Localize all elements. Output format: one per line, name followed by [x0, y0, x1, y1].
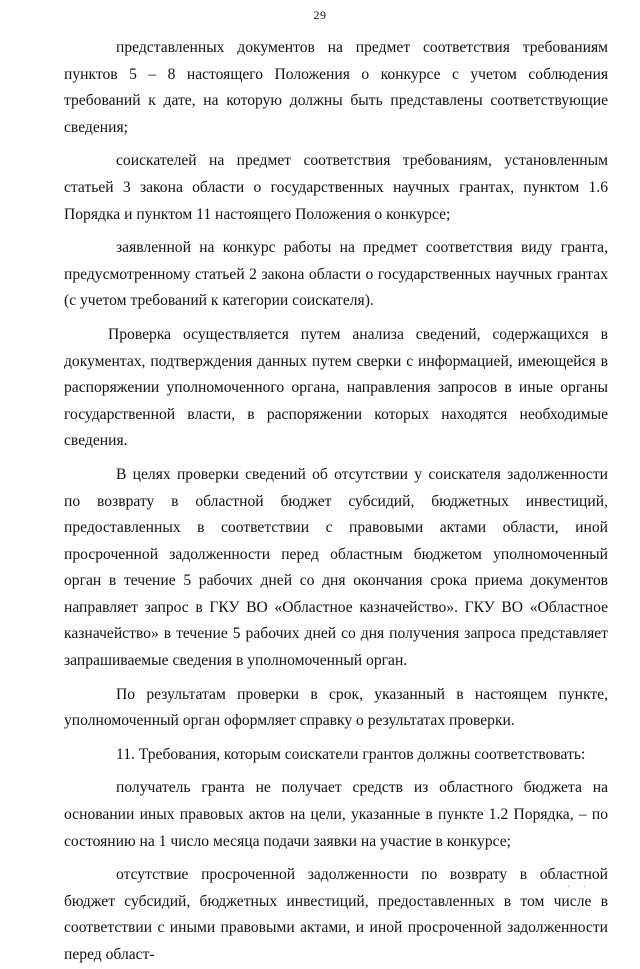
paragraph-documents-check: представленных документов на предмет соответствия требованиям пунктов 5 – 8 настоящего Положения о конкурсе с учетом соблюдения требований к дате, на которую должны быть представлены соответствующие сведения;: [64, 39, 608, 136]
paragraph-verification-method: Проверка осуществляется путем анализа сведений, содержащихся в документах, подтверждения данных путем сверки с информацией, имеющейся в распоряжении уполномоченного органа, направления запросов в иные органы государственной власти, в распоряжении которых находятся необходимые сведения.: [64, 325, 608, 450]
page-number: 29: [313, 8, 327, 22]
paragraph-check-results: По результатам проверки в срок, указанный в настоящем пункте, уполномоченный орган оформляет справку о результатах проверки.: [64, 685, 608, 730]
paragraph-requirements-heading: 11. Требования, которым соискатели грантов должны соответствовать:: [116, 745, 586, 763]
paragraph-debt-check: В целях проверки сведений об отсутствии у соискателя задолженности по возврату в областной бюджет субсидий, бюджетных инвестиций, предоставленных в соответствии с правовыми актами области, иной просроченной задолженности перед областным бюджетом уполномоченный орган в течение 5 рабочих дней со дня окончания срока приема документов направляет запрос в ГКУ ВО «Областное казначейство». ГКУ ВО «Областное казначейство» в течение 5 рабочих дней со дня получения запроса представляет запрашиваемые сведения в уполномоченный орган.: [64, 465, 608, 670]
scan-footer-mark: ' ': [568, 884, 591, 893]
paragraph-no-other-funds: получатель гранта не получает средств из областного бюджета на основании иных правовых актов на цели, указанные в пункте 1.2 Порядка, – по состоянию на 1 число месяца подачи заявки на участие в конкурсе;: [64, 779, 608, 850]
paragraph-no-overdue-debt: отсутствие просроченной задолженности по возврату в областной бюджет субсидий, бюджетных инвестиций, предоставленных в том числе в соответствии с иными правовыми актами, и иной просроченной задолженности перед област-: [64, 866, 608, 963]
paragraph-applicants-check: соискателей на предмет соответствия требованиям, установленным статьей 3 закона области о государственных научных грантах, пунктом 1.6 Порядка и пунктом 11 настоящего Положения о конкурсе;: [64, 152, 608, 223]
document-body: [64, 35, 608, 969]
paragraph-work-check: заявленной на конкурс работы на предмет соответствия виду гранта, предусмотренному статьей 2 закона области о государственных научных грантах (с учетом требований к категории соискателя).: [64, 239, 608, 310]
